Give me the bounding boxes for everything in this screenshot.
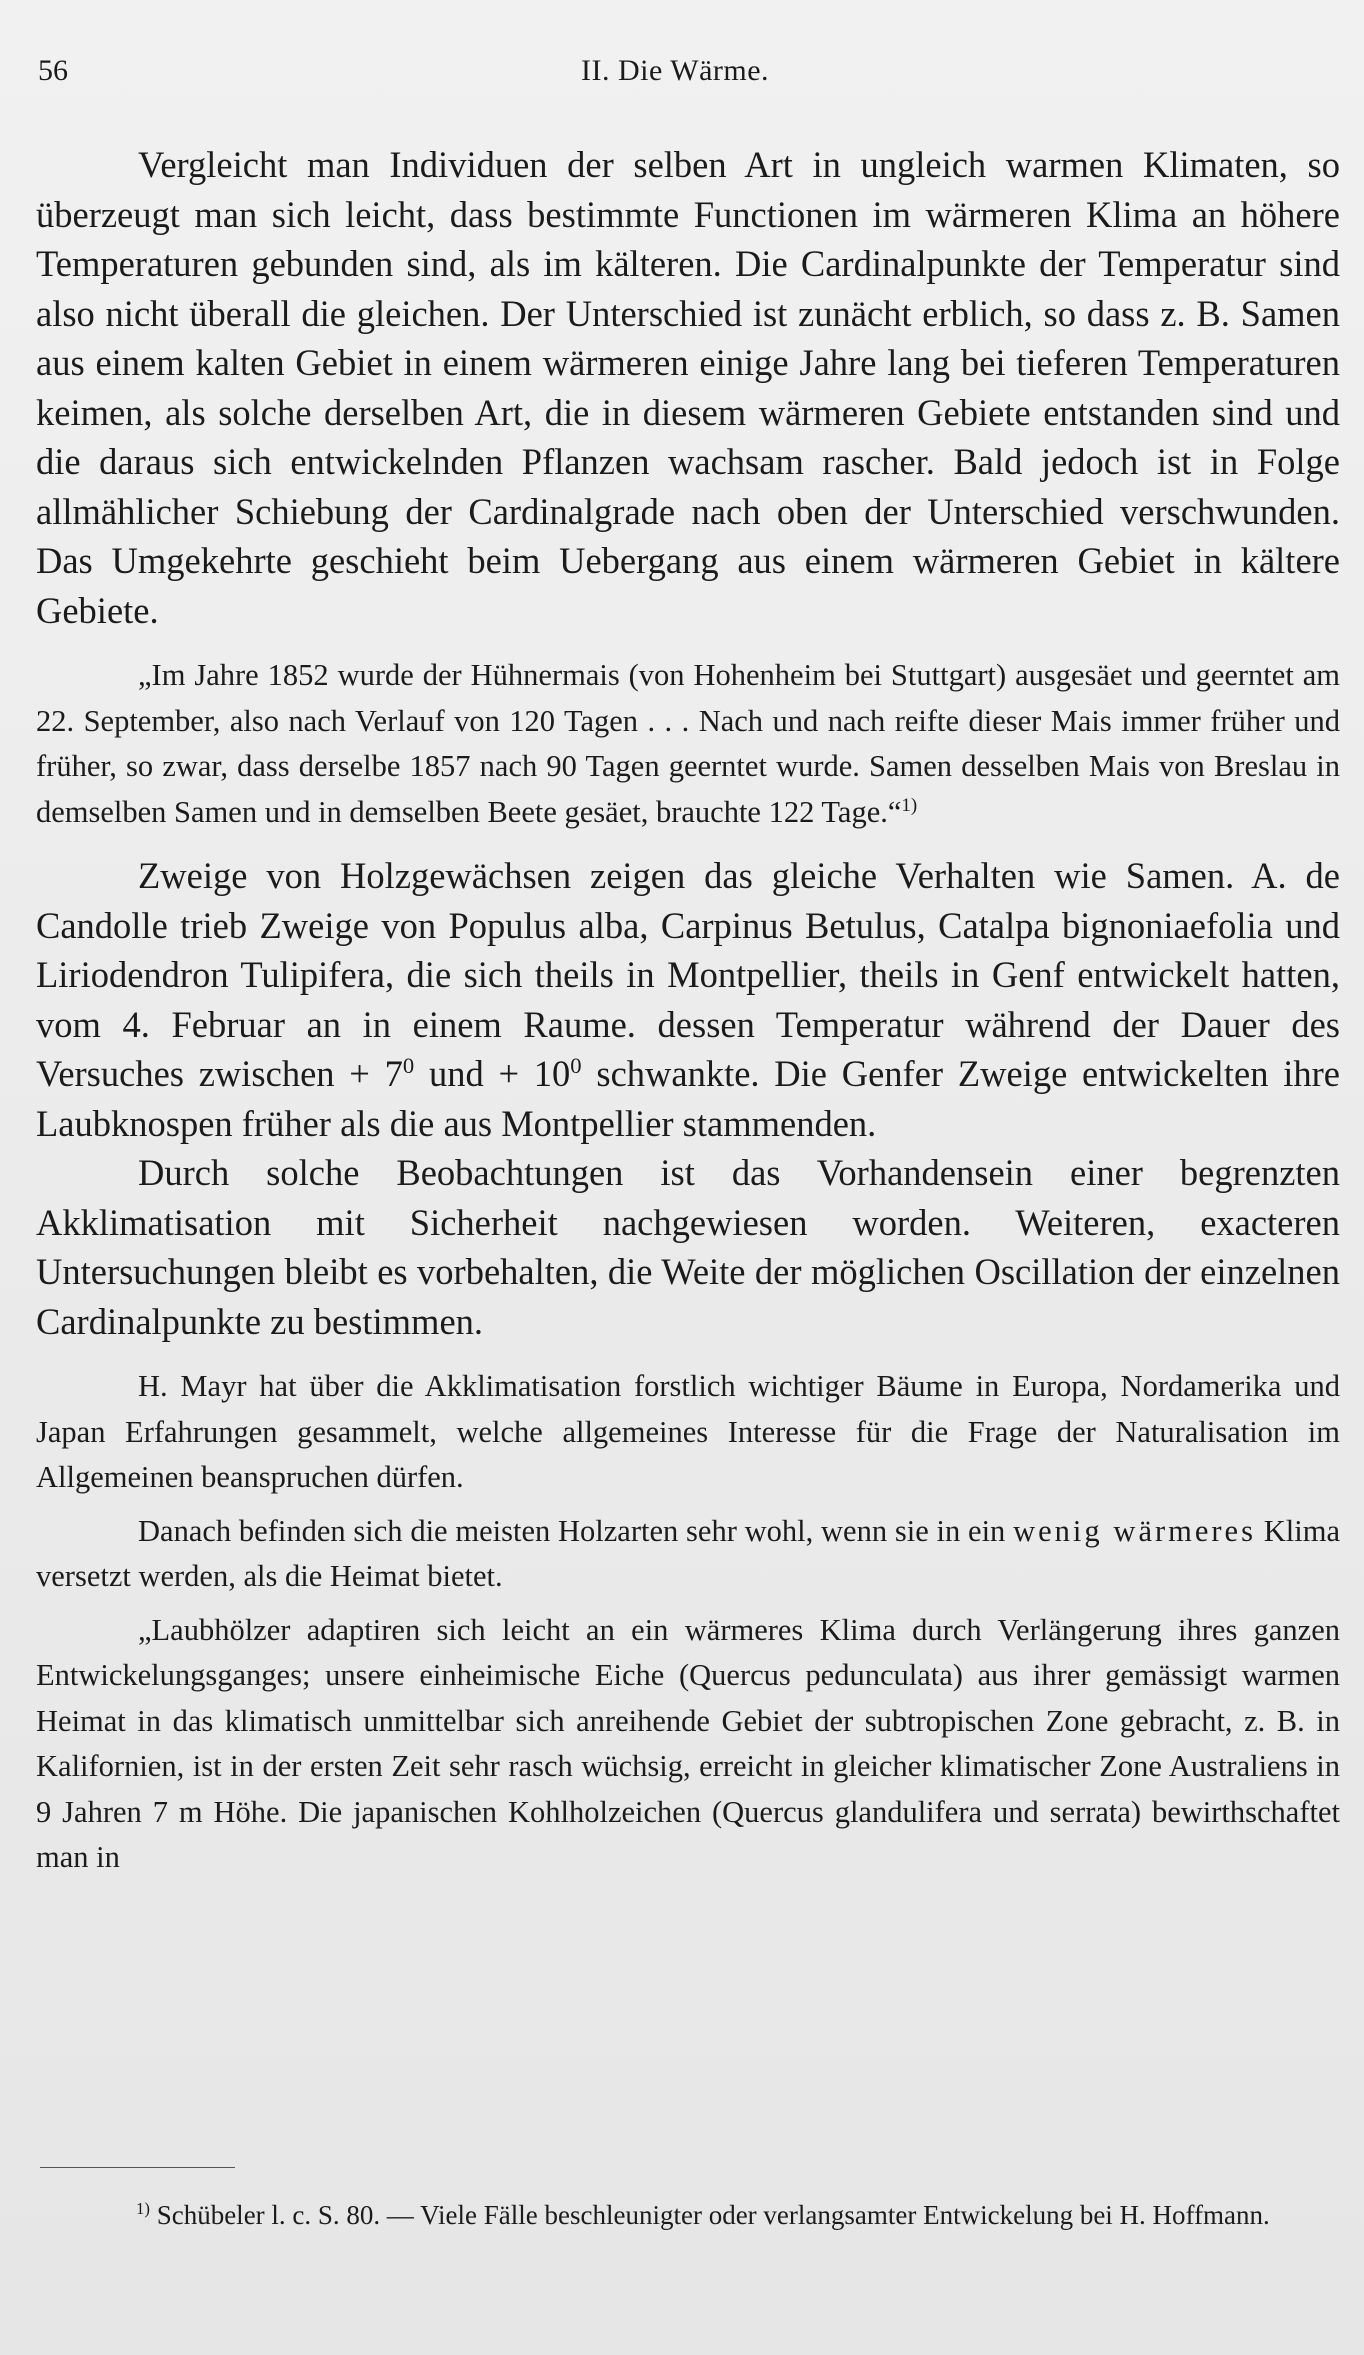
paragraph-holzarten-end: Klima versetzt werden, als die Heimat bietet.: [36, 1513, 1340, 1593]
degree-mark: 0: [402, 1052, 415, 1078]
paragraph-holzgewaechse: [36, 851, 1340, 1148]
paragraph-mayr: H. Mayr hat über die Akklimatisation forstlich wichtiger Bäume in Europa, Nordamerika und Japan Erfahrungen gesammelt, welche allgemeines Interesse für die Frage der Naturalisation im Allgemeinen beanspruchen dürfen.: [36, 1369, 1340, 1494]
paragraph-holzarten: [36, 1509, 1340, 1600]
paragraph-holzgewaechse-mid: und + 10: [414, 1053, 571, 1094]
paragraph-holzgewaechse-end: schwankte. Die Genfer Zweige entwickelten ihre Laubknospen früher als die aus Montpellier stammenden.: [36, 1053, 1340, 1144]
paragraph-acclimatisation-intro: Vergleicht man Individuen der selben Art in ungleich warmen Klimaten, so überzeugt man sich leicht, dass bestimmte Functionen im wärmeren Klima an höhere Temperaturen gebunden sind, als im kälteren. Die Cardinalpunkte der Temperatur sind also nicht überall die gleichen. Der Unterschied ist zunächt erblich, so dass z. B. Samen aus einem kalten Gebiet in einem wärmeren einige Jahre lang bei tieferen Temperaturen keimen, als solche derselben Art, die in diesem wärmeren Gebiete entstanden sind und die daraus sich entwickelnden Pflanzen wachsam rascher. Bald jedoch ist in Folge allmählicher Schiebung der Cardinalgrade nach oben der Unterschied verschwunden. Das Umgekehrte geschieht beim Uebergang aus einem wärmeren Gebiet in kältere Gebiete.: [36, 144, 1340, 631]
footnote: [36, 2196, 1336, 2235]
footnote-reference[interactable]: 1): [901, 794, 918, 816]
footnote-marker: 1): [136, 2199, 150, 2218]
paragraph-holzgewaechse-start: Zweige von Holzgewächsen zeigen das gleiche Verhalten wie Samen. A. de Candolle trieb Zweige von Populus alba, Carpinus Betulus, Catalpa bignoniaefolia und Liriodendron Tulipifera, die sich theils in Montpellier, theils in Genf entwickelt hatten, vom 4. Februar an in einem Raume. dessen Temperatur während der Dauer des Versuches zwischen + 7: [36, 855, 1340, 1094]
quote-laubhoelzer: „Laubhölzer adaptiren sich leicht an ein wärmeres Klima durch Verlängerung ihres ganzen Entwickelungsganges; unsere einheimische Eiche (Quercus pedunculata) aus ihrer gemässigt warmen Heimat in das klimatisch unmittelbar sich anreihende Gebiet der subtropischen Zone gebracht, z. B. in Kalifornien, ist in der ersten Zeit sehr rasch wüchsig, erreicht in gleicher klimatischer Zone Australiens in 9 Jahren 7 m Höhe. Die japanischen Kohlholzeichen (Quercus glandulifera und serrata) bewirthschaftet man in: [36, 1612, 1340, 1874]
paragraph-akklimatisation: Durch solche Beobachtungen ist das Vorhandensein einer begrenzten Akklimatisation mit Sicherheit nachgewiesen worden. Weiteren, exacteren Untersuchungen bleibt es vorbehalten, die Weite der möglichen Oscillation der einzelnen Cardinalpunkte zu bestimmen.: [36, 1152, 1340, 1342]
paragraph-holzarten-start: Danach befinden sich die meisten Holzarten sehr wohl, wenn sie in ein: [138, 1513, 1014, 1548]
emphasis-spaced: wenig wärmeres: [1013, 1513, 1256, 1548]
chapter-title: II. Die Wärme.: [581, 54, 770, 87]
degree-mark: 0: [570, 1052, 582, 1078]
footnote-divider: [40, 2167, 235, 2168]
page-number: 56: [38, 54, 68, 87]
body-text: [36, 140, 1340, 1881]
quote-huehnermais: [36, 653, 1340, 835]
quote-huehnermais-text: „Im Jahre 1852 wurde der Hühnermais (von Hohenheim bei Stuttgart) ausgesäet und geerntet am 22. September, also nach Verlauf von 120 Tagen . . . Nach und nach reifte dieser Mais immer früher und früher, so zwar, dass derselbe 1857 nach 90 Tagen geerntet wurde. Samen desselben Mais von Breslau in demselben Samen und in demselben Beete gesäet, brauchte 122 Tage.“: [36, 658, 1340, 829]
running-head: [38, 54, 1338, 94]
footnote-text: Schübeler l. c. S. 80. — Viele Fälle beschleunigter oder verlangsamter Entwickelung bei H. Hoffmann.: [149, 2200, 1270, 2230]
